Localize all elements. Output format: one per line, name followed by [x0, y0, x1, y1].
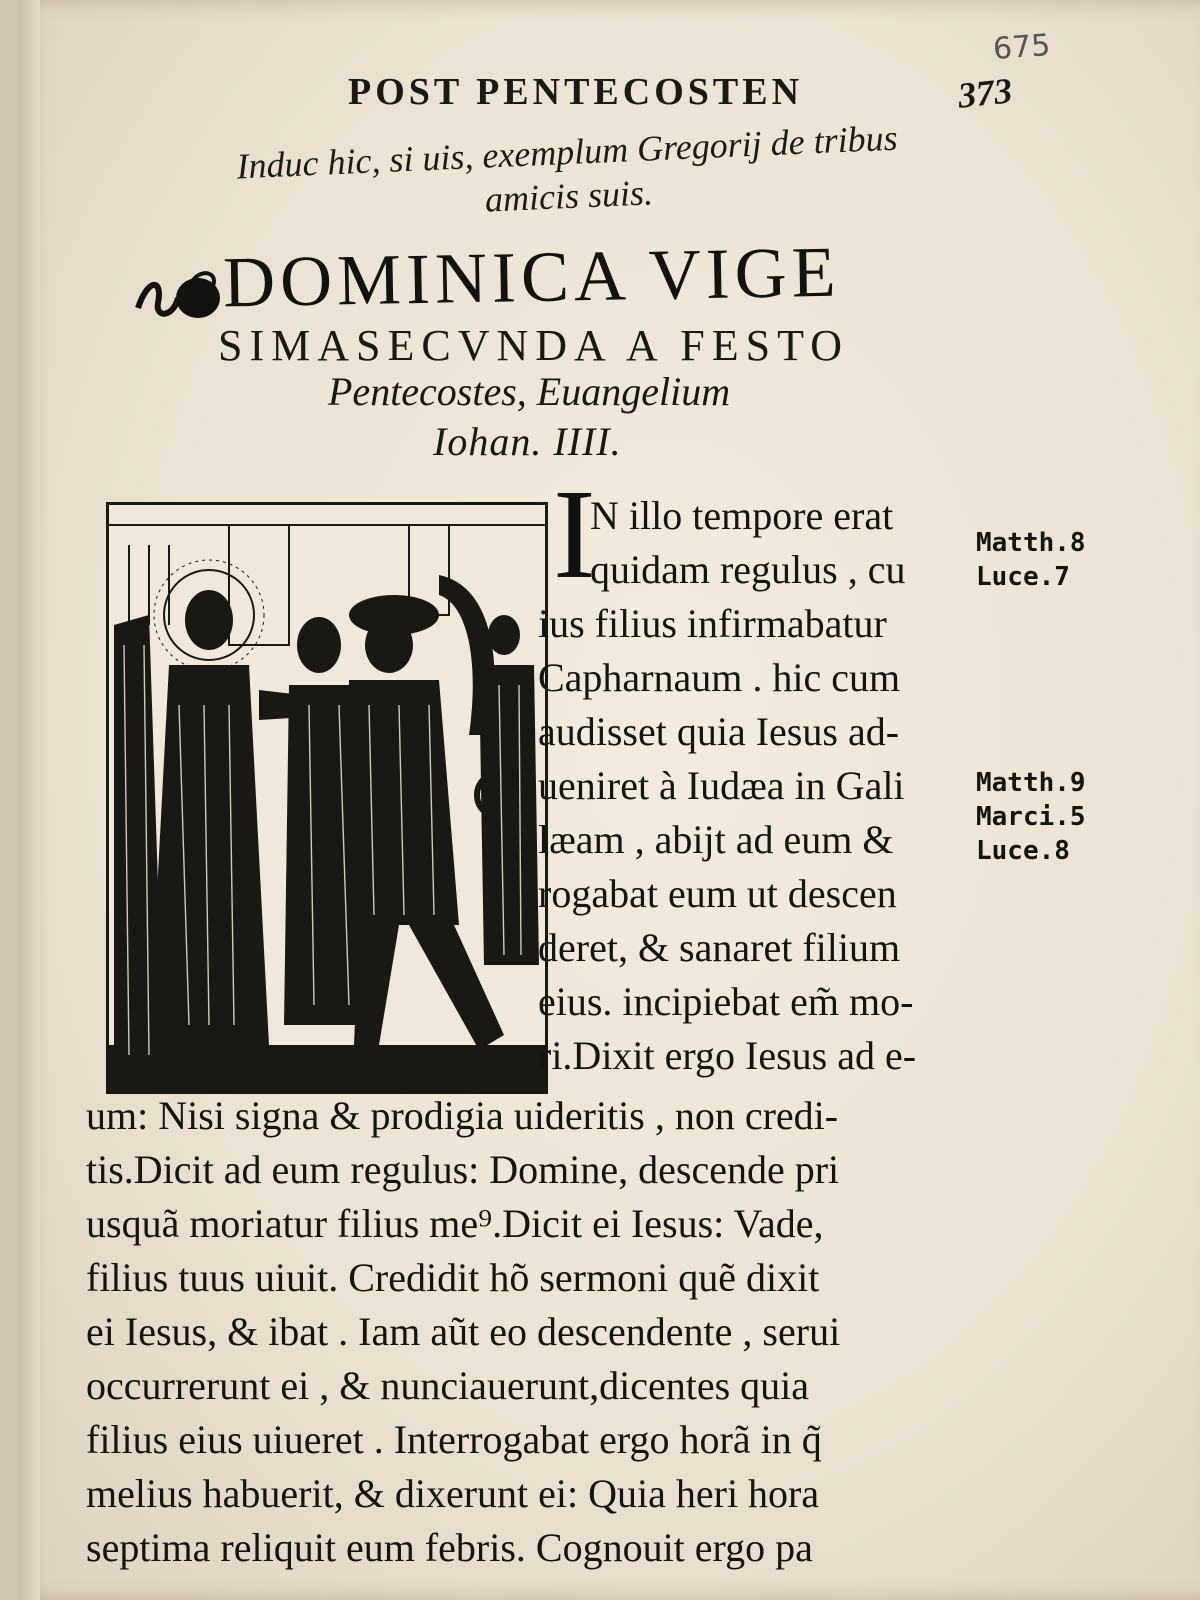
body-line-20: septima reliquit eum febris. Cognouit ergo pa [86, 1525, 813, 1570]
margin-ref-matth-8: Matth.8 [976, 528, 1086, 558]
note-line-2: amicis suis. [484, 172, 654, 220]
body-line-4: Capharnaum . hic cum [538, 655, 901, 700]
italic-rubric-note [186, 113, 949, 234]
running-head: POST PENTECOSTEN [348, 71, 804, 113]
fleuron-ornament-icon [133, 268, 233, 328]
body-line-13: tis.Dicit ad eum regulus: Domine, descende pri [86, 1147, 840, 1192]
handwritten-folio-number: 675 [991, 28, 1052, 67]
body-line-6: ueniret à Iudæa in Gali [538, 763, 905, 808]
body-line-17: occurrerunt ei , & nunciauerunt,dicentes quia [86, 1363, 810, 1408]
body-line-16: ei Iesus, & ibat . Iam aũt eo descendente , serui [86, 1309, 841, 1354]
body-line-11: ri.Dixit ergo Iesus ad e- [538, 1033, 917, 1078]
heading-line-4: Iohan. IIII. [433, 419, 622, 464]
body-line-12: um: Nisi signa & prodigia uideritis , non credi- [86, 1093, 839, 1138]
body-line-18: filius eius uiueret . Interrogabat ergo horã in q̃ [86, 1417, 822, 1462]
body-line-3: ius filius infirmabatur [538, 601, 887, 646]
body-line-10: eius. incipiebat em̃ mo- [538, 979, 914, 1024]
woodcut-illustration [106, 502, 548, 1094]
book-page [18, 0, 1200, 1600]
margin-ref-matth-9: Matth.9 [976, 768, 1086, 798]
body-line-9: deret, & sanaret filium [538, 925, 901, 970]
heading-line-1: DOMINICA VIGE [222, 231, 842, 323]
body-line-5: audisset quia Iesus ad- [538, 709, 900, 754]
drop-cap-initial: I [553, 463, 596, 605]
woodcut-scene-icon [109, 505, 545, 1091]
page-gutter-edge [18, 0, 40, 1600]
body-line-15: filius tuus uiuit. Credidit hõ sermoni quẽ dixit [86, 1255, 820, 1300]
note-line-1: Induc hic, si uis, exemplum Gregorij de tribus [235, 117, 899, 187]
margin-ref-marci-5: Marci.5 [976, 802, 1086, 832]
page-number: 373 [956, 70, 1014, 116]
heading-line-3: Pentecostes, Euangelium [328, 369, 731, 414]
body-line-1: N illo tempore erat [590, 493, 894, 538]
heading-line-2: SIMASECVNDA A FESTO [218, 321, 849, 370]
body-line-8: rogabat eum ut descen [538, 871, 897, 916]
body-line-19: melius habuerit, & dixerunt ei: Quia heri hora [86, 1471, 820, 1516]
body-line-7: læam , abijt ad eum & [538, 817, 894, 862]
margin-ref-luce-7: Luce.7 [976, 562, 1070, 592]
body-line-14: usquã moriatur filius me⁹.Dicit ei Iesus: Vade, [86, 1201, 824, 1246]
margin-ref-luce-8: Luce.8 [976, 836, 1070, 866]
body-line-2: quidam regulus , cu [590, 547, 906, 592]
